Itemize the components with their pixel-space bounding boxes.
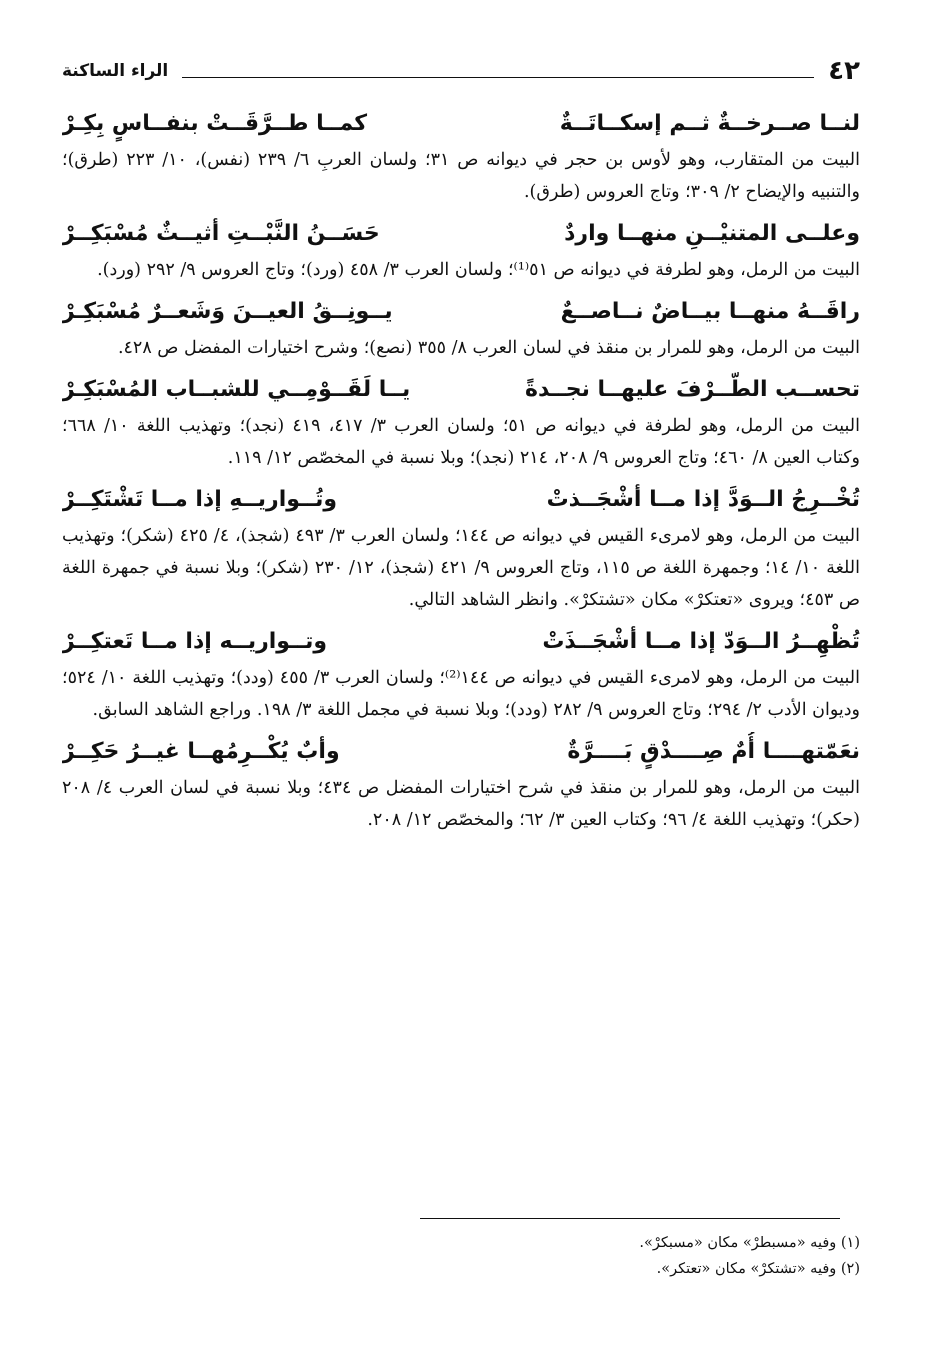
commentary [62,520,860,616]
page-number: ٤٢ [828,56,860,86]
verse-second-hemistich: وتــواريــه إذا مــا تَعتكِــرْ [62,629,328,654]
footnotes [260,1230,860,1282]
entry [62,292,860,364]
commentary [62,662,860,726]
commentary-text: البيت من الرمل، وهو للمرار بن منقذ في لسان العرب ٨/ ٣٥٥ (نصع)؛ وشرح اختيارات المفضل ص ٤٢٨. [117,338,860,358]
verse-first-hemistich: تُخْــرِجُ الــوَدَّ إذا مــا أشْجَــذتْ [546,487,860,512]
verse-line [62,214,860,254]
entry [62,214,860,286]
verse-first-hemistich: لنــا صــرخــةٌ ثــم إسكــاتَــةٌ [559,111,860,136]
verse-second-hemistich: وأبٌ يُكْــرِمُهــا غيــرُ حَكِــرْ [62,739,340,764]
verse-line [62,370,860,410]
commentary-text: البيت من الرمل، وهو لطرفة في ديوانه ص ٥١؛ ولسان العرب ٣/ ٤١٧، ٤١٩ (نجد)؛ وتهذيب اللغة ١٠/ ٦٦٨؛ وكتاب العين ٨/ ٤٦٠؛ وتاج العروس ٩/ ٢٠٨، ٢١٤ (نجد)؛ وبلا نسبة في المخصّص ١٢/ ١١٩. [62,416,860,468]
verse-second-hemistich: كمــا طــرَّقَــتْ بنفــاسٍ بِكِـرْ [62,111,367,136]
commentary [62,772,860,836]
verse-second-hemistich: يــونِــقُ العيــنَ وَشَعــرٌ مُسْبَكِـرْ [62,299,393,324]
page-body [62,104,860,842]
running-title: الراء الساكنة [62,61,169,81]
footnote-2: (٢) وفيه «تشتكرْ» مكان «تعتكر». [656,1261,860,1277]
verse-first-hemistich: وعلــى المتنيْــنِ منهــا واردٌ [564,221,860,246]
page-header [62,56,860,86]
commentary [62,144,860,208]
commentary [62,254,860,286]
verse-first-hemistich: نعَمّتهــــا أُمٌ صِــــدْقٍ بَــــرَّةٌ [567,739,860,764]
commentary-text: البيت من الرمل، وهو للمرار بن منقذ في شرح اختيارات المفضل ص ٤٣٤؛ وبلا نسبة في لسان العرب ٤/ ٢٠٨ (حكر)؛ وتهذيب اللغة ٤/ ٩٦؛ وكتاب العين ٣/ ٦٢؛ والمخصّص ١٢/ ٢٠٨. [62,778,860,830]
commentary-text: البيت من الرمل، وهو لامرىء القيس في ديوانه ص ١٤٤؛ ولسان العرب ٣/ ٤٩٣ (شجذ)، ٤/ ٤٢٥ (شكر)؛ وتهذيب اللغة ١٠/ ١٤؛ وجمهرة اللغة ص ١١٥، وتاج العروس ٩/ ٤٢١ (شجذ)، ١٢/ ٢٣٠ (شكر)؛ وبلا نسبة في جمهرة اللغة ص ٤٥٣؛ ويروى «تعتكرْ» مكان «تشتكرْ». وانظر الشاهد التالي. [62,526,861,610]
entry [62,480,860,616]
verse-line [62,732,860,772]
entry [62,370,860,474]
verse-first-hemistich: تُظْهِــرُ الــوَدّ إذا مــا أشْجَــذَتْ [542,629,860,654]
verse-second-hemistich: حَسَــنُ النَّبْــتِ أثيــثٌ مُسْبَكِــرْ [62,221,380,246]
commentary [62,332,860,364]
verse-first-hemistich: تحســب الطّــرْفَ عليهــا نجــدةً [525,377,860,402]
commentary-text: البيت من الرمل، وهو لطرفة في ديوانه ص ٥١⁽¹⁾؛ ولسان العرب ٣/ ٤٥٨ (ورد)؛ وتاج العروس ٩/ ٢٩٢ (ورد). [97,260,860,280]
footnote-separator [420,1218,840,1219]
entry [62,104,860,208]
verse-second-hemistich: وتُــواريــهِ إذا مــا تَشْتَكِــرْ [62,487,338,512]
verse-first-hemistich: راقَــهُ منهــا بيــاضٌ نــاصــعٌ [560,299,860,324]
entry [62,622,860,726]
header-rule [182,77,814,78]
commentary-text: البيت من الرمل، وهو لامرىء القيس في ديوانه ص ١٤٤⁽²⁾؛ ولسان العرب ٣/ ٤٥٥ (ودد)؛ وتهذيب اللغة ١٠/ ٥٢٤؛ وديوان الأدب ٢/ ٢٩٤؛ وتاج العروس ٩/ ٢٨٢ (ودد)؛ وبلا نسبة في مجمل اللغة ٣/ ١٩٨. وراجع الشاهد السابق. [62,668,860,720]
commentary-text: البيت من المتقارب، وهو لأوس بن حجر في ديوانه ص ٣١؛ ولسان العربِ ٦/ ٢٣٩ (نفس)، ١٠/ ٢٢٣ (طرق)؛ والتنبيه والإيضاح ٢/ ٣٠٩؛ وتاج العروس (طرق). [62,150,860,202]
verse-line [62,104,860,144]
footnote-1: (١) وفيه «مسبطرْ» مكان «مسبكرْ». [639,1235,860,1251]
commentary [62,410,860,474]
verse-line [62,292,860,332]
verse-line [62,622,860,662]
entry [62,732,860,836]
verse-line [62,480,860,520]
verse-second-hemistich: يــا لَقَــوْمِــي للشبــاب المُسْبَكِـرْ [62,377,411,402]
